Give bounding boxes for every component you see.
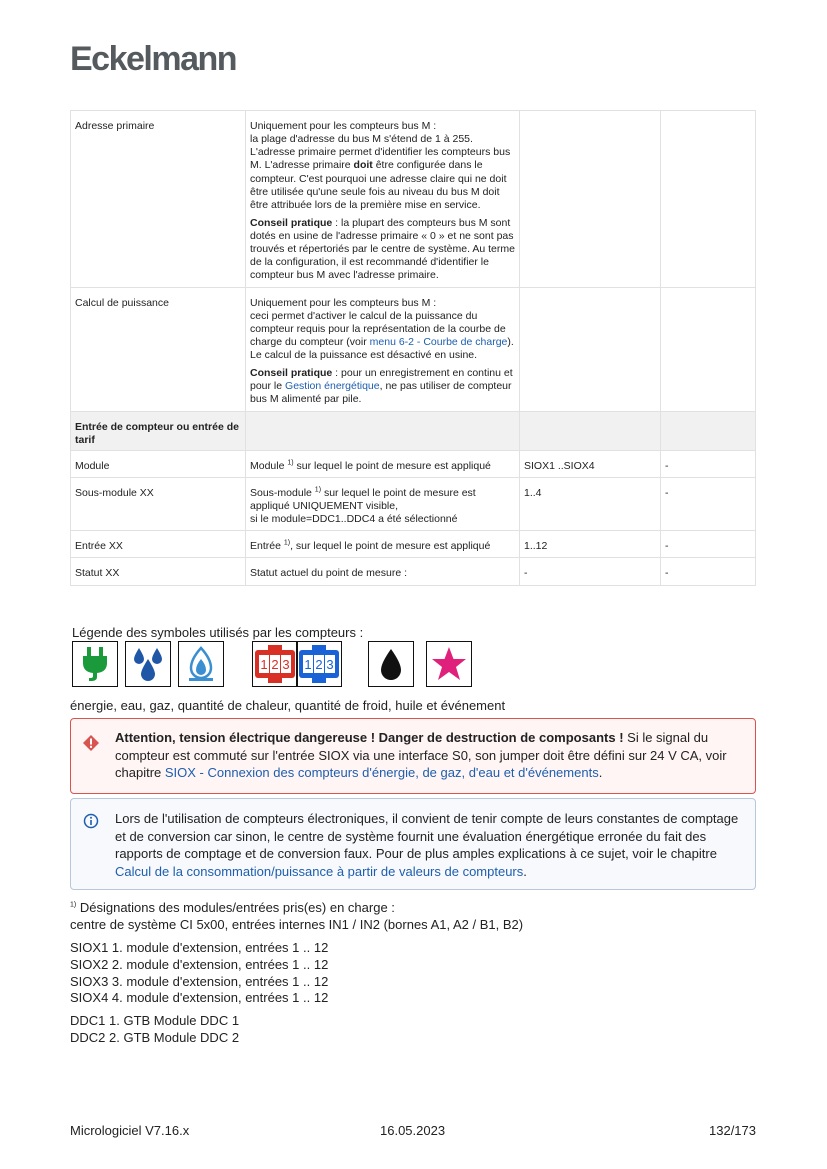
param-range-cell bbox=[520, 287, 661, 411]
heat-digit-1: 1 bbox=[260, 657, 268, 672]
table-row bbox=[71, 287, 756, 411]
consumption-calc-link[interactable]: Calcul de la consommation/puissance à partir de valeurs de compteurs bbox=[115, 863, 524, 879]
cold-meter-icon bbox=[296, 641, 342, 687]
danger-alert bbox=[70, 718, 756, 794]
info-circle-icon bbox=[83, 813, 99, 834]
param-name-cell: Module bbox=[71, 450, 246, 477]
siox-connection-link[interactable]: SIOX - Connexion des compteurs d'énergie, de gaz, d'eau et d'événements bbox=[164, 765, 599, 781]
footer-firmware: Micrologiciel V7.16.x bbox=[70, 1123, 190, 1138]
param-name-cell: Entrée XX bbox=[71, 531, 246, 558]
siox-item: SIOX4 4. module d'extension, entrées 1 .. 12 bbox=[70, 990, 329, 1006]
siox-item: SIOX2 2. module d'extension, entrées 1 .. 12 bbox=[70, 956, 329, 972]
table-row bbox=[71, 477, 756, 530]
info-alert bbox=[70, 798, 756, 890]
cold-digit-2: 2 bbox=[315, 657, 323, 672]
param-default-cell: - bbox=[661, 477, 756, 530]
energy-plug-icon bbox=[72, 641, 118, 687]
legend-title: Légende des symboles utilisés par les compteurs : bbox=[72, 625, 364, 640]
param-default-cell bbox=[661, 111, 756, 288]
param-description-cell: Entrée $^{1)}$, sur lequel le point de mesure est appliqué bbox=[246, 531, 520, 558]
param-description-cell: Uniquement pour les compteurs bus M : ceci permet d'activer le calcul de la puissance du compteur requis pour la représentation de la courbe de charge du compteur (voir menu 6-2 - Courbe de charge). Le calcul de la puissance est désactivé en usine. Conseil pratique : pour un enregistrement en continu et pour le Gestion énergétique, ne pas utiliser de compteur bus M alimenté par pile. bbox=[246, 287, 520, 411]
footer-date: 16.05.2023 bbox=[380, 1123, 446, 1138]
siox-item: SIOX3 3. module d'extension, entrées 1 .. 12 bbox=[70, 973, 329, 989]
param-range-cell: 1..12 bbox=[520, 531, 661, 558]
ddc-list bbox=[70, 1013, 523, 1047]
cross-reference-link[interactable]: Gestion énergétique bbox=[285, 380, 380, 393]
param-default-cell bbox=[661, 411, 756, 450]
param-description-cell: Statut actuel du point de mesure : bbox=[246, 558, 520, 585]
param-description-cell: Uniquement pour les compteurs bus M : la plage d'adresse du bus M s'étend de 1 à 255. L'adresse primaire permet d'identifier les compteurs bus M. L'adresse primaire doit être configurée dans le compteur. C'est pourquoi une adresse claire qui ne doit être utilisée qu'une seule fois au niveau du bus M doit être attribuée lors de la première mise en service. Conseil pratique : la plupart des compteurs bus M sont dotés en usine de l'adresse primaire « 0 » et ne sont pas trouvés et répertoriés par le centre de système. Au terme de la configuration, il est recommandé d'identifier le compteur bus M avec l'adresse primaire. bbox=[246, 111, 520, 288]
param-name-cell: Entrée de compteur ou entrée de tarif bbox=[71, 411, 246, 450]
siox-item: SIOX1 1. module d'extension, entrées 1 .. 12 bbox=[70, 939, 329, 955]
param-name-cell: Calcul de puissance bbox=[71, 287, 246, 411]
section-row bbox=[71, 411, 756, 450]
table-row bbox=[71, 558, 756, 585]
table-row bbox=[71, 531, 756, 558]
water-drops-icon bbox=[125, 641, 171, 687]
param-range-cell: SIOX1 ..SIOX4 bbox=[520, 450, 661, 477]
cross-reference-link[interactable]: menu 6-2 - Courbe de charge bbox=[369, 335, 508, 348]
footnote bbox=[70, 900, 523, 1053]
param-description-cell bbox=[246, 411, 520, 450]
parameter-table bbox=[70, 110, 756, 586]
table-row bbox=[71, 450, 756, 477]
info-alert-text: Lors de l'utilisation de compteurs électroniques, il convient de tenir compte de leurs constantes de comptage et de conversion car sinon, le centre de système fournit une évaluation énergétique erronée du fait des rapports de comptage et de conversion faux. Pour de plus amples explications à ce sujet, voir le chapitre Calcul de la consommation/puissance à partir de valeurs de compteurs. bbox=[115, 811, 739, 879]
footnote-header: $^{1)}$ Désignations des modules/entrées pris(es) en charge : centre de système CI 5x00, entrées internes IN1 / IN2 (bornes A1, A2 / B1, B2) bbox=[70, 900, 524, 932]
ddc-item: DDC2 2. GTB Module DDC 2 bbox=[70, 1030, 240, 1046]
param-range-cell bbox=[520, 411, 661, 450]
param-range-cell: - bbox=[520, 558, 661, 585]
danger-alert-text: Attention, tension électrique dangereuse ! Danger de destruction de composants ! Si le signal du compteur est commuté sur l'entrée SIOX via une interface S0, son jumper doit être défini sur 24 V CA, voir chapitre SIOX - Connexion des compteurs d'énergie, de gaz, d'eau et d'événements. bbox=[115, 730, 727, 781]
cold-digit-1: 1 bbox=[304, 657, 312, 672]
legend-caption: énergie, eau, gaz, quantité de chaleur, quantité de froid, huile et événement bbox=[70, 698, 506, 713]
param-range-cell bbox=[520, 111, 661, 288]
oil-drop-icon bbox=[368, 641, 414, 687]
param-name-cell: Sous-module XX bbox=[71, 477, 246, 530]
param-default-cell: - bbox=[661, 531, 756, 558]
param-description-cell: Module $^{1)}$ sur lequel le point de mesure est appliqué bbox=[246, 450, 520, 477]
heat-digit-2: 2 bbox=[271, 657, 279, 672]
ddc-item: DDC1 1. GTB Module DDC 1 bbox=[70, 1013, 240, 1029]
heat-digit-3: 3 bbox=[282, 657, 290, 672]
eckelmann-logo: Eckelmann bbox=[70, 40, 237, 78]
cold-digit-3: 3 bbox=[326, 657, 334, 672]
param-name-cell: Adresse primaire bbox=[71, 111, 246, 288]
siox-list bbox=[70, 940, 523, 1008]
event-star-icon bbox=[426, 641, 472, 687]
heat-meter-icon bbox=[252, 641, 298, 687]
param-default-cell bbox=[661, 287, 756, 411]
gas-flame-icon bbox=[178, 641, 224, 687]
param-range-cell: 1..4 bbox=[520, 477, 661, 530]
param-name-cell: Statut XX bbox=[71, 558, 246, 585]
param-description-cell: Sous-module $^{1)}$ sur lequel le point de mesure est appliqué UNIQUEMENT visible, si le module=DDC1..DDC4 a été sélectionné bbox=[246, 477, 520, 530]
table-row bbox=[71, 111, 756, 288]
warning-diamond-icon bbox=[83, 735, 99, 756]
param-default-cell: - bbox=[661, 558, 756, 585]
footer-page-number: 132/173 bbox=[709, 1123, 756, 1138]
param-default-cell: - bbox=[661, 450, 756, 477]
